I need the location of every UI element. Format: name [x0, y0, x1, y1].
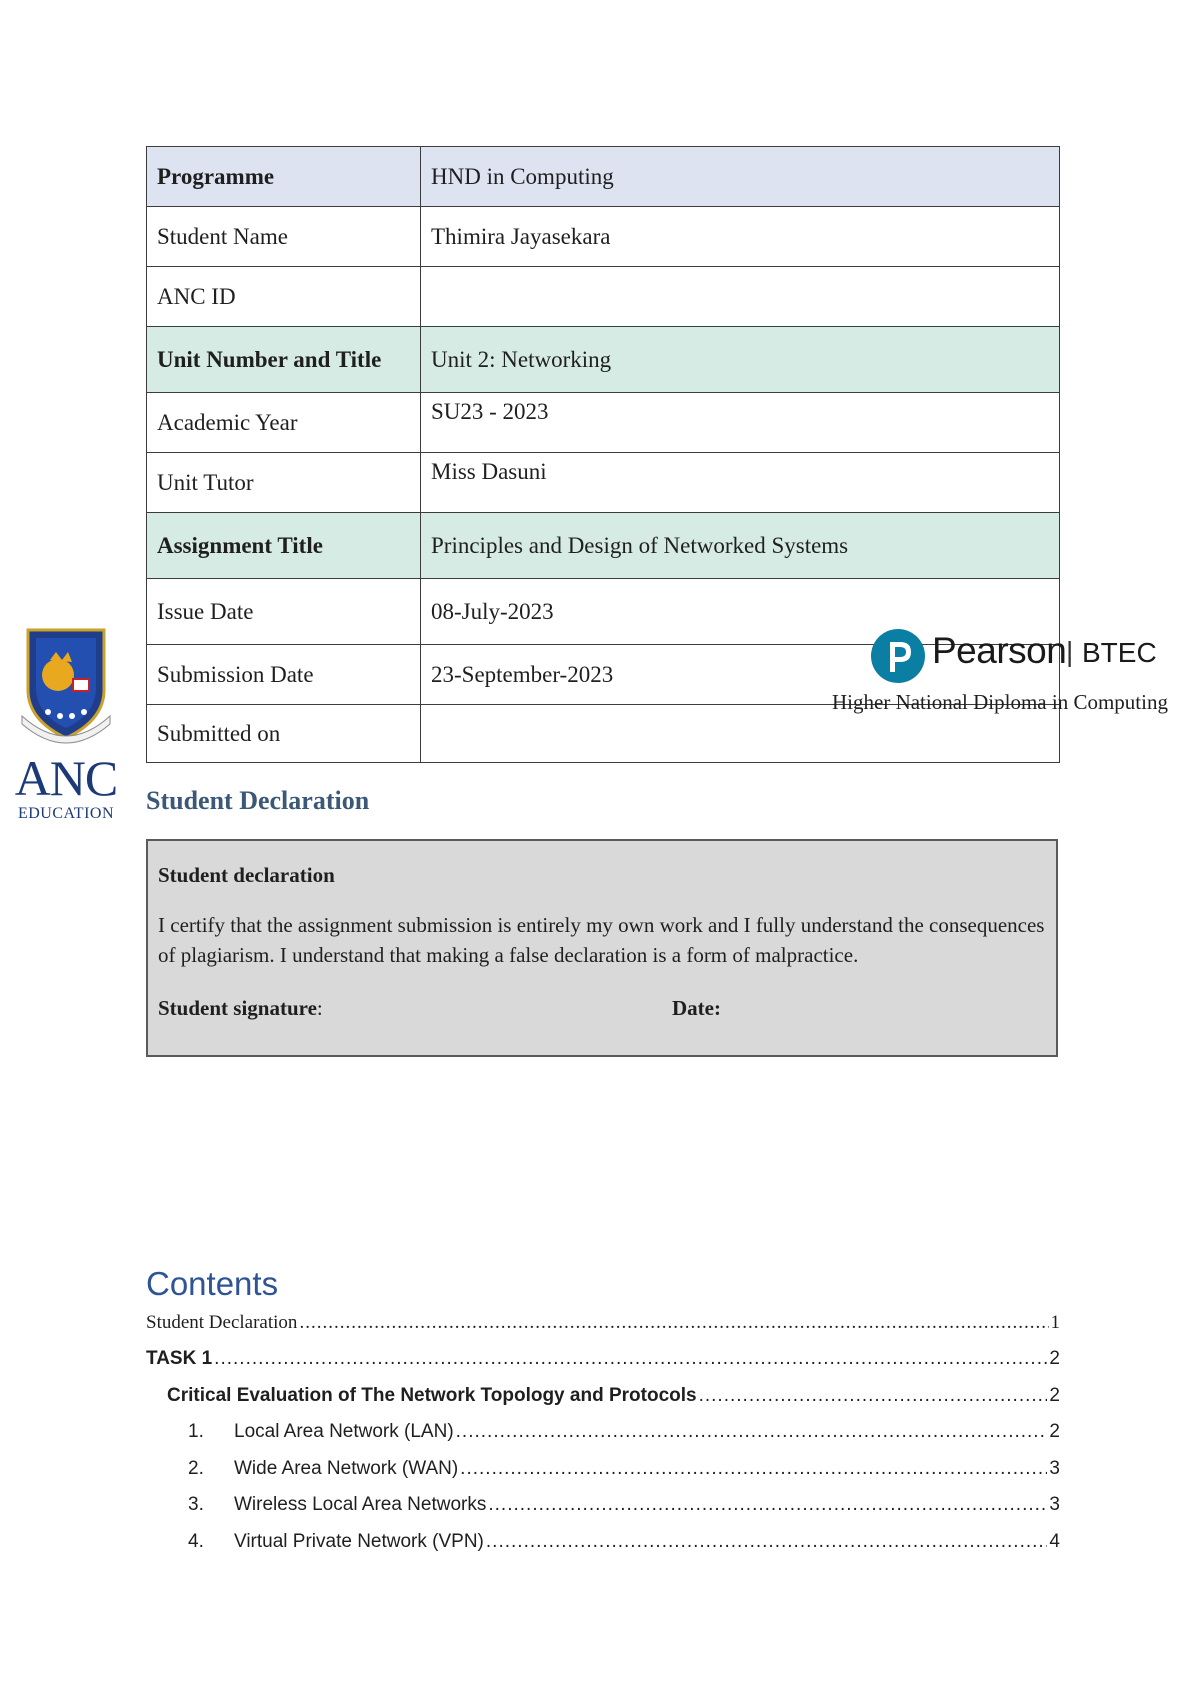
toc-page: 4: [1049, 1531, 1060, 1552]
toc-page: 2: [1049, 1421, 1060, 1442]
hnd-caption: Higher National Diploma in Computing: [832, 690, 1168, 714]
table-row: [147, 207, 1060, 267]
toc-leader: [486, 1531, 1048, 1553]
row-value: 08-July-2023: [421, 579, 1060, 645]
pearson-p-icon: [870, 628, 926, 684]
toc-title: Critical Evaluation of The Network Topology and Protocols: [167, 1385, 697, 1406]
toc-page: 2: [1049, 1348, 1060, 1369]
toc-entry[interactable]: [146, 1312, 1060, 1334]
declaration-heading: Student Declaration: [146, 786, 370, 815]
declaration-text: I certify that the assignment submission is entirely my own work and I fully understand the consequences of plagiarism. I understand that making a false declaration is a form of malpractice.: [158, 913, 1045, 967]
row-value: Unit 2: Networking: [421, 327, 1060, 393]
row-value: Miss Dasuni: [421, 453, 1060, 513]
toc-leader: [488, 1494, 1047, 1516]
table-row: [147, 267, 1060, 327]
row-label: Academic Year: [147, 393, 421, 453]
row-value: 23-September-2023: [421, 645, 1060, 705]
row-label: Assignment Title: [147, 513, 421, 579]
declaration-box-title: Student declaration: [158, 863, 335, 887]
toc-title: TASK 1: [146, 1348, 213, 1369]
anc-crest-icon: [16, 620, 116, 750]
toc-page: 3: [1049, 1458, 1060, 1479]
table-row: [147, 327, 1060, 393]
row-value: [421, 267, 1060, 327]
toc-leader: [699, 1385, 1048, 1407]
toc-title: Wireless Local Area Networks: [234, 1494, 487, 1515]
toc-number: 4.: [188, 1531, 204, 1552]
row-value: HND in Computing: [421, 147, 1060, 207]
pearson-wordmark: Pearson: [932, 630, 1067, 671]
btec-wordmark: BTEC: [1082, 637, 1157, 668]
toc-entry[interactable]: [188, 1458, 1060, 1480]
toc-entry[interactable]: [188, 1421, 1060, 1443]
row-label: Issue Date: [147, 579, 421, 645]
row-value: Principles and Design of Networked Systems: [421, 513, 1060, 579]
row-label: Student Name: [147, 207, 421, 267]
toc-entry[interactable]: [188, 1531, 1060, 1553]
toc-number: 1.: [188, 1421, 204, 1442]
signature-label: [158, 996, 323, 1021]
row-value: SU23 - 2023: [421, 393, 1060, 453]
toc-number: 2.: [188, 1458, 204, 1479]
toc-title: Wide Area Network (WAN): [234, 1458, 459, 1479]
anc-wordmark: ANC: [14, 750, 118, 806]
declaration-box: [146, 839, 1058, 1057]
toc-title: Local Area Network (LAN): [234, 1421, 454, 1442]
table-row: [147, 513, 1060, 579]
toc-entry[interactable]: [146, 1348, 1060, 1370]
toc-leader: [214, 1348, 1047, 1370]
row-label: Unit Number and Title: [147, 327, 421, 393]
toc-page: 1: [1050, 1312, 1060, 1333]
row-label: Submission Date: [147, 645, 421, 705]
toc-entry[interactable]: [167, 1385, 1060, 1407]
row-label: Programme: [147, 147, 421, 207]
anc-education-logo: [10, 620, 122, 830]
toc-leader: [460, 1458, 1047, 1480]
logo-separator: |: [1066, 636, 1074, 667]
toc-leader: [456, 1421, 1048, 1443]
signature-colon: :: [316, 996, 323, 1020]
table-row: [147, 453, 1060, 513]
toc-page: 2: [1049, 1385, 1060, 1406]
toc-entry[interactable]: [188, 1494, 1060, 1516]
signature-row: [158, 996, 1046, 1024]
toc-leader: [299, 1312, 1048, 1334]
contents-heading: Contents: [146, 1265, 279, 1302]
row-label: Submitted on: [147, 705, 421, 763]
signature-label-text: Student signature: [158, 996, 317, 1020]
row-value: Thimira Jayasekara: [421, 207, 1060, 267]
row-label: Unit Tutor: [147, 453, 421, 513]
table-row: [147, 147, 1060, 207]
toc-title: Virtual Private Network (VPN): [234, 1531, 484, 1552]
toc-title: Student Declaration: [146, 1312, 298, 1333]
toc-page: 3: [1049, 1494, 1060, 1515]
row-label: ANC ID: [147, 267, 421, 327]
toc-number: 3.: [188, 1494, 204, 1515]
date-label: Date:: [672, 996, 721, 1020]
table-row: [147, 393, 1060, 453]
anc-subtitle: EDUCATION: [17, 805, 115, 822]
